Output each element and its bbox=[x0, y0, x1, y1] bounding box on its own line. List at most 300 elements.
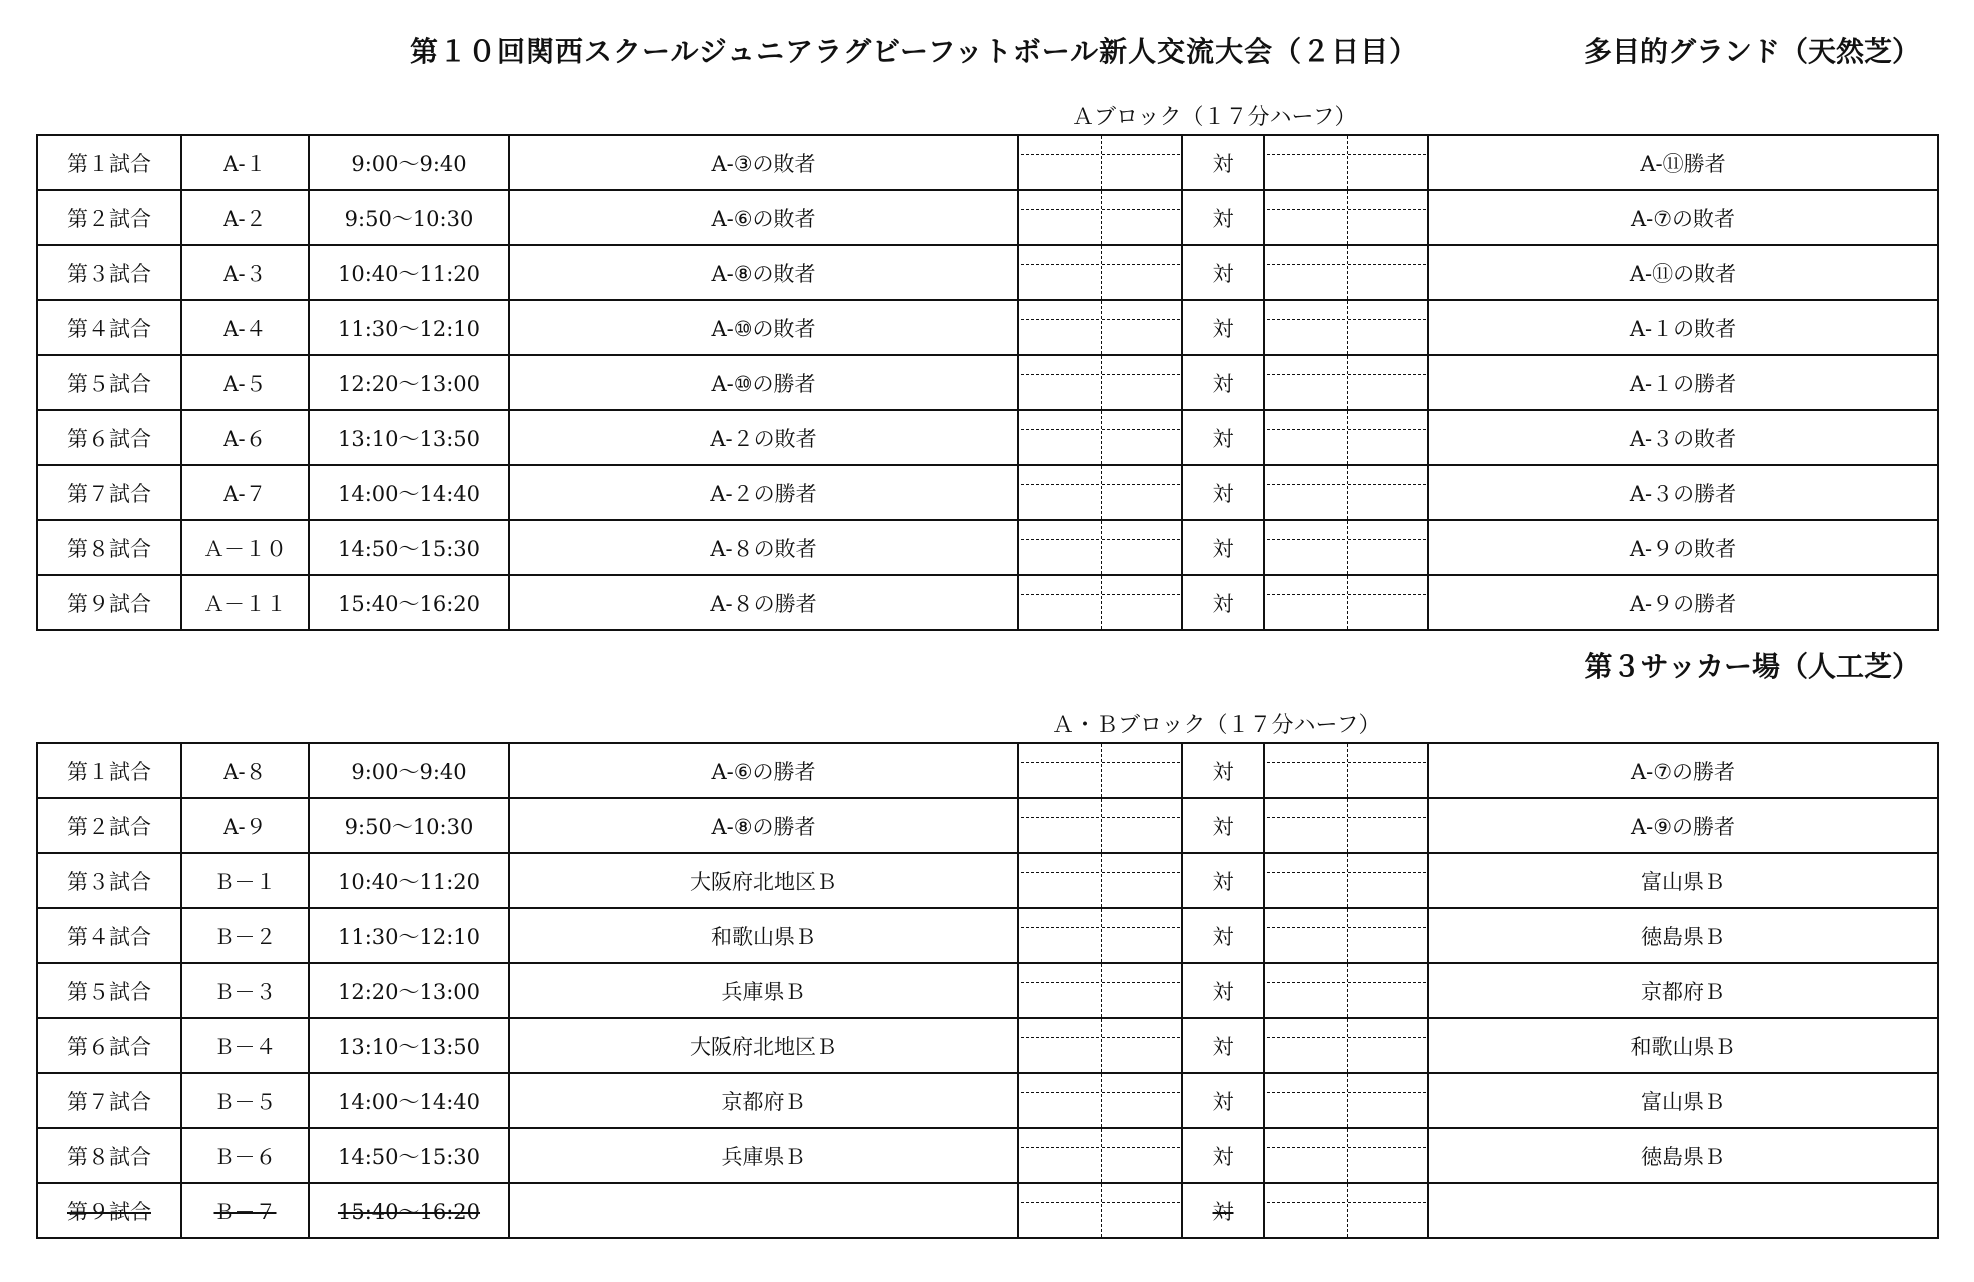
score-dash-line bbox=[1348, 872, 1426, 873]
score-dash-line bbox=[1267, 817, 1345, 818]
score-dash-line bbox=[1102, 154, 1180, 155]
vs-cell bbox=[1182, 135, 1264, 190]
home-team-text: A-２の勝者 bbox=[710, 481, 817, 506]
match-number-cell bbox=[37, 798, 181, 853]
away-score-cell bbox=[1264, 520, 1347, 575]
away-score-cell bbox=[1264, 963, 1347, 1018]
away-score-cell bbox=[1264, 300, 1347, 355]
score-dash-line bbox=[1348, 484, 1426, 485]
match-time-text: 10:40〜11:20 bbox=[337, 261, 481, 286]
vs-text: 対 bbox=[1212, 1199, 1234, 1224]
match-number-text: 第８試合 bbox=[67, 1144, 151, 1169]
score-dash-line bbox=[1267, 594, 1345, 595]
match-time-text: 12:20〜13:00 bbox=[337, 979, 481, 1004]
score-dash-line bbox=[1102, 872, 1180, 873]
match-code-cell bbox=[181, 743, 309, 798]
match-number-cell bbox=[37, 410, 181, 465]
match-time-text: 11:30〜12:10 bbox=[337, 316, 481, 341]
match-number-cell bbox=[37, 465, 181, 520]
match-time-text: 9:50〜10:30 bbox=[344, 814, 474, 839]
home-score-cell-2 bbox=[1101, 410, 1182, 465]
match-time-cell bbox=[309, 465, 509, 520]
away-team-cell bbox=[1428, 300, 1938, 355]
vs-cell bbox=[1182, 1128, 1264, 1183]
home-score-cell-2 bbox=[1101, 1018, 1182, 1073]
match-time-cell bbox=[309, 963, 509, 1018]
table-row bbox=[37, 853, 1938, 908]
home-team-cell bbox=[509, 1183, 1018, 1238]
vs-cell bbox=[1182, 908, 1264, 963]
match-time-cell bbox=[309, 190, 509, 245]
home-team-text: 京都府Ｂ bbox=[721, 1089, 806, 1114]
match-time-text: 13:10〜13:50 bbox=[337, 1034, 481, 1059]
score-dash-line bbox=[1348, 264, 1426, 265]
away-score-cell bbox=[1264, 575, 1347, 630]
score-dash-line bbox=[1102, 319, 1180, 320]
score-dash-line bbox=[1021, 982, 1099, 983]
vs-text: 対 bbox=[1212, 151, 1234, 176]
home-score-cell-2 bbox=[1101, 245, 1182, 300]
match-number-text: 第４試合 bbox=[67, 316, 151, 341]
vs-cell bbox=[1182, 300, 1264, 355]
home-score-cell bbox=[1018, 355, 1101, 410]
score-dash-line bbox=[1267, 927, 1345, 928]
vs-text: 対 bbox=[1212, 206, 1234, 231]
home-team-cell bbox=[509, 1128, 1018, 1183]
table-row bbox=[37, 963, 1938, 1018]
score-dash-line bbox=[1021, 1092, 1099, 1093]
home-team-text: 兵庫県Ｂ bbox=[721, 979, 806, 1004]
away-score-cell bbox=[1264, 908, 1347, 963]
away-team-text: A-⑪勝者 bbox=[1640, 151, 1726, 176]
away-score-cell-2 bbox=[1347, 300, 1428, 355]
score-dash-line bbox=[1021, 1147, 1099, 1148]
away-score-cell bbox=[1264, 743, 1347, 798]
match-code-cell bbox=[181, 520, 309, 575]
match-number-text: 第４試合 bbox=[67, 924, 151, 949]
home-score-cell bbox=[1018, 520, 1101, 575]
vs-text: 対 bbox=[1212, 591, 1234, 616]
home-team-text: A-⑥の勝者 bbox=[711, 759, 816, 784]
away-score-cell-2 bbox=[1347, 1183, 1428, 1238]
match-number-cell bbox=[37, 245, 181, 300]
home-team-cell bbox=[509, 743, 1018, 798]
table-row bbox=[37, 410, 1938, 465]
match-number-text: 第５試合 bbox=[67, 371, 151, 396]
vs-text: 対 bbox=[1212, 536, 1234, 561]
vs-text: 対 bbox=[1212, 426, 1234, 451]
away-score-cell bbox=[1264, 1018, 1347, 1073]
vs-cell bbox=[1182, 1073, 1264, 1128]
score-dash-line bbox=[1102, 1202, 1180, 1203]
away-score-cell bbox=[1264, 853, 1347, 908]
vs-cell bbox=[1182, 520, 1264, 575]
vs-cell bbox=[1182, 798, 1264, 853]
score-dash-line bbox=[1102, 1092, 1180, 1093]
away-team-cell bbox=[1428, 1018, 1938, 1073]
home-score-cell-2 bbox=[1101, 853, 1182, 908]
score-dash-line bbox=[1021, 817, 1099, 818]
home-team-text: 大阪府北地区Ｂ bbox=[690, 869, 837, 894]
score-dash-line bbox=[1267, 1202, 1345, 1203]
match-time-text: 14:50〜15:30 bbox=[337, 1144, 481, 1169]
match-number-cell bbox=[37, 520, 181, 575]
vs-text: 対 bbox=[1212, 814, 1234, 839]
away-team-cell bbox=[1428, 743, 1938, 798]
vs-cell bbox=[1182, 355, 1264, 410]
away-team-text: A-⑪の敗者 bbox=[1629, 261, 1737, 286]
score-dash-line bbox=[1267, 1037, 1345, 1038]
away-score-cell bbox=[1264, 1128, 1347, 1183]
home-score-cell bbox=[1018, 575, 1101, 630]
away-team-text: A-３の敗者 bbox=[1629, 426, 1737, 451]
table-row bbox=[37, 1183, 1938, 1238]
table-row bbox=[37, 743, 1938, 798]
match-code-text: Ａ－１１ bbox=[203, 591, 287, 616]
home-score-cell bbox=[1018, 1073, 1101, 1128]
away-team-cell bbox=[1428, 245, 1938, 300]
vs-cell bbox=[1182, 575, 1264, 630]
home-score-cell-2 bbox=[1101, 135, 1182, 190]
match-code-text: A-９ bbox=[223, 814, 267, 839]
score-dash-line bbox=[1267, 154, 1345, 155]
match-code-text: A-１ bbox=[223, 151, 267, 176]
away-team-cell bbox=[1428, 853, 1938, 908]
home-score-cell bbox=[1018, 135, 1101, 190]
home-team-cell bbox=[509, 245, 1018, 300]
match-number-cell bbox=[37, 1073, 181, 1128]
score-dash-line bbox=[1102, 927, 1180, 928]
match-code-cell bbox=[181, 465, 309, 520]
table-row bbox=[37, 908, 1938, 963]
match-time-text: 12:20〜13:00 bbox=[337, 371, 481, 396]
away-team-cell bbox=[1428, 1073, 1938, 1128]
score-dash-line bbox=[1348, 1037, 1426, 1038]
score-dash-line bbox=[1021, 594, 1099, 595]
match-code-cell bbox=[181, 355, 309, 410]
home-team-text: A-⑩の勝者 bbox=[711, 371, 816, 396]
home-score-cell bbox=[1018, 190, 1101, 245]
match-code-cell bbox=[181, 963, 309, 1018]
match-time-cell bbox=[309, 908, 509, 963]
table-row bbox=[37, 245, 1938, 300]
match-number-text: 第１試合 bbox=[67, 759, 151, 784]
score-dash-line bbox=[1348, 209, 1426, 210]
table-row bbox=[37, 135, 1938, 190]
match-number-cell bbox=[37, 300, 181, 355]
home-team-cell bbox=[509, 410, 1018, 465]
home-score-cell bbox=[1018, 465, 1101, 520]
match-number-cell bbox=[37, 355, 181, 410]
away-score-cell-2 bbox=[1347, 798, 1428, 853]
score-dash-line bbox=[1102, 982, 1180, 983]
score-dash-line bbox=[1102, 209, 1180, 210]
match-number-cell bbox=[37, 1183, 181, 1238]
home-team-cell bbox=[509, 853, 1018, 908]
score-dash-line bbox=[1267, 1092, 1345, 1093]
score-dash-line bbox=[1348, 817, 1426, 818]
match-code-cell bbox=[181, 1183, 309, 1238]
schedule-table-ab bbox=[36, 742, 1939, 1239]
match-time-text: 14:00〜14:40 bbox=[337, 1089, 481, 1114]
home-score-cell bbox=[1018, 743, 1101, 798]
home-score-cell-2 bbox=[1101, 1128, 1182, 1183]
score-dash-line bbox=[1102, 817, 1180, 818]
vs-cell bbox=[1182, 410, 1264, 465]
table-row bbox=[37, 798, 1938, 853]
home-team-cell bbox=[509, 190, 1018, 245]
match-code-text: Ｂ－５ bbox=[213, 1089, 277, 1114]
score-dash-line bbox=[1021, 872, 1099, 873]
score-dash-line bbox=[1021, 762, 1099, 763]
score-dash-line bbox=[1021, 1037, 1099, 1038]
match-number-text: 第２試合 bbox=[67, 814, 151, 839]
home-score-cell bbox=[1018, 908, 1101, 963]
away-team-cell bbox=[1428, 798, 1938, 853]
home-score-cell bbox=[1018, 410, 1101, 465]
home-score-cell-2 bbox=[1101, 190, 1182, 245]
home-team-text: 兵庫県Ｂ bbox=[721, 1144, 806, 1169]
home-score-cell bbox=[1018, 300, 1101, 355]
score-dash-line bbox=[1348, 594, 1426, 595]
score-dash-line bbox=[1021, 484, 1099, 485]
home-team-text: 和歌山県Ｂ bbox=[711, 924, 816, 949]
home-score-cell-2 bbox=[1101, 355, 1182, 410]
match-time-cell bbox=[309, 853, 509, 908]
away-team-cell bbox=[1428, 575, 1938, 630]
away-team-text: A-９の勝者 bbox=[1629, 591, 1737, 616]
home-score-cell-2 bbox=[1101, 743, 1182, 798]
match-time-cell bbox=[309, 1018, 509, 1073]
match-time-cell bbox=[309, 355, 509, 410]
away-team-cell bbox=[1428, 410, 1938, 465]
match-time-cell bbox=[309, 743, 509, 798]
match-code-cell bbox=[181, 135, 309, 190]
match-time-text: 11:30〜12:10 bbox=[337, 924, 481, 949]
score-dash-line bbox=[1267, 484, 1345, 485]
match-number-cell bbox=[37, 575, 181, 630]
score-dash-line bbox=[1021, 429, 1099, 430]
away-score-cell bbox=[1264, 245, 1347, 300]
score-dash-line bbox=[1102, 264, 1180, 265]
match-number-text: 第７試合 bbox=[67, 1089, 151, 1114]
home-team-text: A-⑧の敗者 bbox=[711, 261, 816, 286]
score-dash-line bbox=[1021, 374, 1099, 375]
home-score-cell-2 bbox=[1101, 465, 1182, 520]
home-team-cell bbox=[509, 135, 1018, 190]
away-score-cell-2 bbox=[1347, 743, 1428, 798]
away-team-text: A-⑦の敗者 bbox=[1630, 206, 1736, 231]
match-time-text: 14:50〜15:30 bbox=[337, 536, 481, 561]
home-score-cell-2 bbox=[1101, 963, 1182, 1018]
vs-cell bbox=[1182, 1183, 1264, 1238]
match-number-cell bbox=[37, 135, 181, 190]
table-row bbox=[37, 355, 1938, 410]
match-code-cell bbox=[181, 245, 309, 300]
table-row bbox=[37, 1018, 1938, 1073]
away-team-text: A-９の敗者 bbox=[1629, 536, 1737, 561]
away-score-cell-2 bbox=[1347, 465, 1428, 520]
vs-cell bbox=[1182, 853, 1264, 908]
score-dash-line bbox=[1267, 374, 1345, 375]
home-score-cell-2 bbox=[1101, 908, 1182, 963]
match-time-text: 15:40〜16:20 bbox=[337, 1199, 481, 1224]
table-row bbox=[37, 1073, 1938, 1128]
home-team-cell bbox=[509, 1073, 1018, 1128]
vs-cell bbox=[1182, 245, 1264, 300]
score-dash-line bbox=[1267, 762, 1345, 763]
match-code-cell bbox=[181, 1128, 309, 1183]
match-code-text: Ｂ－７ bbox=[213, 1199, 277, 1224]
match-code-cell bbox=[181, 853, 309, 908]
home-score-cell-2 bbox=[1101, 575, 1182, 630]
match-number-cell bbox=[37, 908, 181, 963]
away-score-cell-2 bbox=[1347, 245, 1428, 300]
away-team-cell bbox=[1428, 355, 1938, 410]
home-score-cell bbox=[1018, 1018, 1101, 1073]
match-number-cell bbox=[37, 1018, 181, 1073]
match-code-text: A-３ bbox=[223, 261, 267, 286]
away-team-text: A-⑨の勝者 bbox=[1630, 814, 1736, 839]
away-team-cell bbox=[1428, 520, 1938, 575]
home-score-cell bbox=[1018, 853, 1101, 908]
score-dash-line bbox=[1102, 539, 1180, 540]
match-number-text: 第６試合 bbox=[67, 426, 151, 451]
vs-text: 対 bbox=[1212, 1089, 1234, 1114]
away-score-cell bbox=[1264, 355, 1347, 410]
vs-text: 対 bbox=[1212, 481, 1234, 506]
match-time-cell bbox=[309, 300, 509, 355]
table-row bbox=[37, 465, 1938, 520]
away-score-cell-2 bbox=[1347, 135, 1428, 190]
away-score-cell-2 bbox=[1347, 963, 1428, 1018]
score-dash-line bbox=[1102, 1037, 1180, 1038]
away-score-cell-2 bbox=[1347, 853, 1428, 908]
match-number-text: 第８試合 bbox=[67, 536, 151, 561]
score-dash-line bbox=[1021, 209, 1099, 210]
away-team-text: A-⑦の勝者 bbox=[1630, 759, 1736, 784]
score-dash-line bbox=[1267, 539, 1345, 540]
match-code-text: A-４ bbox=[223, 316, 267, 341]
home-score-cell-2 bbox=[1101, 300, 1182, 355]
score-dash-line bbox=[1348, 762, 1426, 763]
home-team-text: A-③の敗者 bbox=[711, 151, 816, 176]
match-code-text: Ａ－１０ bbox=[203, 536, 287, 561]
away-score-cell bbox=[1264, 135, 1347, 190]
home-score-cell bbox=[1018, 963, 1101, 1018]
away-team-cell bbox=[1428, 963, 1938, 1018]
score-dash-line bbox=[1348, 539, 1426, 540]
home-team-cell bbox=[509, 520, 1018, 575]
home-team-cell bbox=[509, 963, 1018, 1018]
match-number-text: 第９試合 bbox=[67, 591, 151, 616]
score-dash-line bbox=[1348, 1202, 1426, 1203]
away-score-cell bbox=[1264, 190, 1347, 245]
match-number-text: 第５試合 bbox=[67, 979, 151, 1004]
match-time-cell bbox=[309, 1183, 509, 1238]
home-team-text: A-⑧の勝者 bbox=[711, 814, 816, 839]
score-dash-line bbox=[1102, 484, 1180, 485]
away-team-cell bbox=[1428, 190, 1938, 245]
vs-text: 対 bbox=[1212, 924, 1234, 949]
home-team-text: A-⑥の敗者 bbox=[711, 206, 816, 231]
home-score-cell-2 bbox=[1101, 1073, 1182, 1128]
score-dash-line bbox=[1348, 1092, 1426, 1093]
match-time-cell bbox=[309, 575, 509, 630]
match-number-text: 第６試合 bbox=[67, 1034, 151, 1059]
score-dash-line bbox=[1267, 872, 1345, 873]
block-label-ab: Ａ・Ｂブロック（１７分ハーフ） bbox=[1052, 713, 1381, 738]
away-team-text: A-１の敗者 bbox=[1629, 316, 1737, 341]
score-dash-line bbox=[1021, 1202, 1099, 1203]
match-code-text: A-８ bbox=[223, 759, 267, 784]
match-code-text: Ｂ－３ bbox=[213, 979, 277, 1004]
vs-cell bbox=[1182, 743, 1264, 798]
away-team-text: 和歌山県Ｂ bbox=[1630, 1034, 1736, 1059]
vs-text: 対 bbox=[1212, 316, 1234, 341]
table-row bbox=[37, 520, 1938, 575]
match-number-text: 第９試合 bbox=[67, 1199, 151, 1224]
match-number-cell bbox=[37, 853, 181, 908]
home-team-text: A-８の勝者 bbox=[710, 591, 817, 616]
table-row bbox=[37, 190, 1938, 245]
score-dash-line bbox=[1348, 927, 1426, 928]
match-time-text: 9:50〜10:30 bbox=[344, 206, 474, 231]
match-time-text: 13:10〜13:50 bbox=[337, 426, 481, 451]
match-time-cell bbox=[309, 410, 509, 465]
away-score-cell bbox=[1264, 1183, 1347, 1238]
score-dash-line bbox=[1267, 319, 1345, 320]
home-team-text: A-２の敗者 bbox=[710, 426, 817, 451]
vs-cell bbox=[1182, 1018, 1264, 1073]
match-number-cell bbox=[37, 190, 181, 245]
match-number-text: 第３試合 bbox=[67, 869, 151, 894]
score-dash-line bbox=[1267, 209, 1345, 210]
home-score-cell-2 bbox=[1101, 520, 1182, 575]
match-code-text: Ｂ－１ bbox=[213, 869, 277, 894]
away-team-cell bbox=[1428, 1128, 1938, 1183]
vs-text: 対 bbox=[1212, 261, 1234, 286]
match-code-text: A-２ bbox=[223, 206, 267, 231]
home-team-text: A-８の敗者 bbox=[710, 536, 817, 561]
vs-text: 対 bbox=[1212, 869, 1234, 894]
away-score-cell bbox=[1264, 465, 1347, 520]
match-code-text: A-７ bbox=[223, 481, 267, 506]
home-score-cell bbox=[1018, 1128, 1101, 1183]
score-dash-line bbox=[1021, 319, 1099, 320]
score-dash-line bbox=[1267, 1147, 1345, 1148]
match-number-text: 第２試合 bbox=[67, 206, 151, 231]
vs-cell bbox=[1182, 963, 1264, 1018]
away-team-text: 富山県Ｂ bbox=[1641, 1089, 1725, 1114]
match-time-text: 10:40〜11:20 bbox=[337, 869, 481, 894]
score-dash-line bbox=[1021, 154, 1099, 155]
match-number-text: 第３試合 bbox=[67, 261, 151, 286]
vs-text: 対 bbox=[1212, 371, 1234, 396]
match-time-cell bbox=[309, 245, 509, 300]
score-dash-line bbox=[1021, 264, 1099, 265]
away-score-cell-2 bbox=[1347, 190, 1428, 245]
match-code-cell bbox=[181, 798, 309, 853]
match-time-cell bbox=[309, 1073, 509, 1128]
away-score-cell-2 bbox=[1347, 1073, 1428, 1128]
away-score-cell-2 bbox=[1347, 575, 1428, 630]
score-dash-line bbox=[1348, 429, 1426, 430]
away-score-cell bbox=[1264, 410, 1347, 465]
score-dash-line bbox=[1348, 1147, 1426, 1148]
match-time-text: 9:00〜9:40 bbox=[351, 151, 467, 176]
away-team-text: 京都府Ｂ bbox=[1641, 979, 1725, 1004]
